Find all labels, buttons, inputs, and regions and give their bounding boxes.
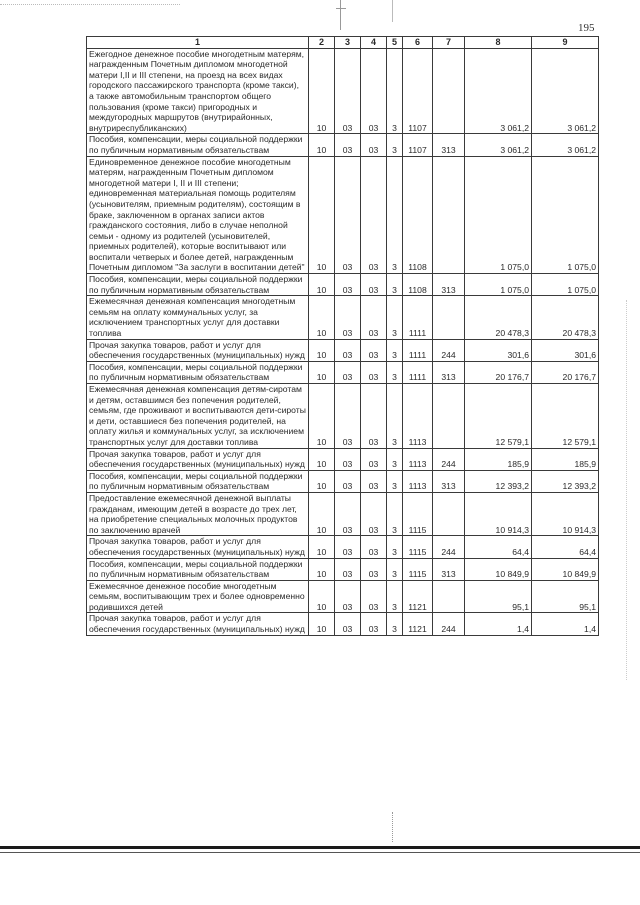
cell-amount-plan: 10 849,9 (465, 558, 532, 580)
cell-expense-type: 313 (433, 361, 465, 383)
cell-subsection: 03 (335, 613, 361, 635)
cell-target-code: 1121 (403, 613, 433, 635)
row-description: Прочая закупка товаров, работ и услуг для обеспечения государственных (муниципальных) нужд (87, 613, 309, 635)
cell-program: 03 (361, 48, 387, 134)
table-row (87, 536, 599, 558)
table-row (87, 156, 599, 274)
column-header: 4 (361, 37, 387, 49)
cell-section: 10 (309, 48, 335, 134)
column-header: 7 (433, 37, 465, 49)
cell-amount-total: 64,4 (532, 536, 599, 558)
cell-amount-plan: 1 075,0 (465, 274, 532, 296)
cell-section: 10 (309, 580, 335, 613)
cell-subprogram: 3 (387, 384, 403, 449)
cell-subsection: 03 (335, 48, 361, 134)
row-description: Ежемесячная денежная компенсация детям-сиротам и детям, оставшимся без попечения родителей, семьям, где проживают и воспитываются дети-сироты и дети, оставшиеся без попечения родителей, на оплату жилья и коммунальных услуг, за исключением транспортных услуг для доставки топлива (87, 384, 309, 449)
column-header: 5 (387, 37, 403, 49)
cell-section: 10 (309, 613, 335, 635)
cell-target-code: 1121 (403, 580, 433, 613)
cell-amount-total: 3 061,2 (532, 134, 599, 156)
table-row (87, 339, 599, 361)
scan-artifact (392, 812, 394, 842)
cell-target-code: 1111 (403, 339, 433, 361)
row-description: Пособия, компенсации, меры социальной поддержки по публичным нормативным обязательствам (87, 361, 309, 383)
column-header: 6 (403, 37, 433, 49)
cell-expense-type: 244 (433, 613, 465, 635)
cell-amount-plan: 3 061,2 (465, 134, 532, 156)
column-header: 9 (532, 37, 599, 49)
cell-program: 03 (361, 156, 387, 274)
cell-program: 03 (361, 470, 387, 492)
table-row (87, 48, 599, 134)
cell-amount-total: 20 478,3 (532, 296, 599, 339)
cell-section: 10 (309, 339, 335, 361)
cell-amount-plan: 1 075,0 (465, 156, 532, 274)
column-header: 2 (309, 37, 335, 49)
cell-section: 10 (309, 134, 335, 156)
cell-target-code: 1108 (403, 156, 433, 274)
cell-program: 03 (361, 536, 387, 558)
cell-amount-total: 10 914,3 (532, 492, 599, 535)
cell-section: 10 (309, 156, 335, 274)
cell-expense-type: 244 (433, 448, 465, 470)
cell-amount-total: 12 393,2 (532, 470, 599, 492)
cell-subprogram: 3 (387, 296, 403, 339)
cell-subprogram: 3 (387, 558, 403, 580)
cell-expense-type (433, 492, 465, 535)
cell-amount-total: 20 176,7 (532, 361, 599, 383)
table-row (87, 613, 599, 635)
cell-amount-plan: 1,4 (465, 613, 532, 635)
scan-artifact (392, 0, 393, 22)
cell-target-code: 1113 (403, 384, 433, 449)
cell-program: 03 (361, 339, 387, 361)
cell-expense-type: 313 (433, 134, 465, 156)
cell-target-code: 1111 (403, 361, 433, 383)
cell-target-code: 1113 (403, 470, 433, 492)
table-row (87, 134, 599, 156)
cell-target-code: 1115 (403, 558, 433, 580)
scan-artifact (340, 0, 341, 30)
cell-program: 03 (361, 492, 387, 535)
cell-subprogram: 3 (387, 156, 403, 274)
cell-subsection: 03 (335, 470, 361, 492)
cell-amount-plan: 301,6 (465, 339, 532, 361)
table-row (87, 384, 599, 449)
cell-expense-type: 313 (433, 274, 465, 296)
row-description: Пособия, компенсации, меры социальной поддержки по публичным нормативным обязательствам (87, 134, 309, 156)
cell-expense-type (433, 580, 465, 613)
cell-program: 03 (361, 613, 387, 635)
cell-subsection: 03 (335, 134, 361, 156)
table-row (87, 558, 599, 580)
cell-subsection: 03 (335, 536, 361, 558)
table-row (87, 361, 599, 383)
cell-amount-total: 95,1 (532, 580, 599, 613)
cell-program: 03 (361, 384, 387, 449)
header-row (87, 37, 599, 49)
cell-subprogram: 3 (387, 134, 403, 156)
row-description: Пособия, компенсации, меры социальной поддержки по публичным нормативным обязательствам (87, 470, 309, 492)
cell-amount-plan: 95,1 (465, 580, 532, 613)
cell-program: 03 (361, 448, 387, 470)
row-description: Ежемесячная денежная компенсация многодетным семьям на оплату коммунальных услуг, за исключением транспортных услуг для доставки топлива (87, 296, 309, 339)
cell-program: 03 (361, 558, 387, 580)
row-description: Единовременное денежное пособие многодетным матерям, награжденным Почетным дипломом многодетной матери I, II и III степени; единовременная материальная помощь родителям (усыновителям, приемным родителям), состоящим в браке, заключенном в органах записи актов гражданского состояния, либо в случае неполной семьи - одному из родителей (усыновителей, приемных родителей), которые воспитывают или воспитали четверых и более детей, награжденным Почетным дипломом "За заслуги в воспитании детей" (87, 156, 309, 274)
cell-amount-total: 12 579,1 (532, 384, 599, 449)
cell-program: 03 (361, 134, 387, 156)
cell-subprogram: 3 (387, 536, 403, 558)
scan-bottom-edge (0, 846, 640, 849)
cell-subsection: 03 (335, 580, 361, 613)
cell-expense-type (433, 48, 465, 134)
cell-section: 10 (309, 361, 335, 383)
row-description: Ежегодное денежное пособие многодетным матерям, награжденным Почетным дипломом многодетной матери I,II и III степени, на проезд на всех видах городского пассажирского транспорта (кроме такси), а также автомобильным транспортом общего пользования (кроме такси) пригородных и междугородных маршрутов (внутрирайонных, внутриреспубликанских) (87, 48, 309, 134)
cell-amount-total: 1 075,0 (532, 156, 599, 274)
cell-program: 03 (361, 274, 387, 296)
cell-subprogram: 3 (387, 48, 403, 134)
cell-section: 10 (309, 296, 335, 339)
cell-target-code: 1107 (403, 134, 433, 156)
cell-subprogram: 3 (387, 361, 403, 383)
cell-amount-total: 3 061,2 (532, 48, 599, 134)
cell-subprogram: 3 (387, 613, 403, 635)
cell-target-code: 1111 (403, 296, 433, 339)
row-description: Предоставление ежемесячной денежной выплаты гражданам, имеющим детей в возрасте до трех лет, на приобретение специальных молочных продуктов по заключению врачей (87, 492, 309, 535)
column-header: 1 (87, 37, 309, 49)
row-description: Пособия, компенсации, меры социальной поддержки по публичным нормативным обязательствам (87, 558, 309, 580)
cell-expense-type: 313 (433, 558, 465, 580)
column-header: 8 (465, 37, 532, 49)
cell-subsection: 03 (335, 361, 361, 383)
cell-amount-plan: 20 478,3 (465, 296, 532, 339)
cell-subsection: 03 (335, 296, 361, 339)
cell-amount-total: 1,4 (532, 613, 599, 635)
cell-amount-total: 301,6 (532, 339, 599, 361)
column-header: 3 (335, 37, 361, 49)
cell-program: 03 (361, 296, 387, 339)
cell-program: 03 (361, 580, 387, 613)
cell-subprogram: 3 (387, 580, 403, 613)
cell-target-code: 1113 (403, 448, 433, 470)
row-description: Ежемесячное денежное пособие многодетным семьям, воспитывающим трех и более одновременно родившихся детей (87, 580, 309, 613)
cell-amount-total: 10 849,9 (532, 558, 599, 580)
cell-amount-plan: 20 176,7 (465, 361, 532, 383)
cell-expense-type: 244 (433, 339, 465, 361)
row-description: Прочая закупка товаров, работ и услуг для обеспечения государственных (муниципальных) нужд (87, 339, 309, 361)
cell-section: 10 (309, 470, 335, 492)
cell-subsection: 03 (335, 448, 361, 470)
cell-subprogram: 3 (387, 448, 403, 470)
cell-subsection: 03 (335, 384, 361, 449)
cell-subprogram: 3 (387, 339, 403, 361)
cell-section: 10 (309, 448, 335, 470)
table-row (87, 296, 599, 339)
cell-section: 10 (309, 492, 335, 535)
cell-target-code: 1115 (403, 536, 433, 558)
cell-subsection: 03 (335, 558, 361, 580)
cell-amount-total: 1 075,0 (532, 274, 599, 296)
cell-amount-plan: 12 393,2 (465, 470, 532, 492)
cell-amount-plan: 3 061,2 (465, 48, 532, 134)
cell-expense-type (433, 384, 465, 449)
scan-artifact (336, 8, 346, 9)
cell-amount-plan: 12 579,1 (465, 384, 532, 449)
cell-section: 10 (309, 536, 335, 558)
cell-target-code: 1108 (403, 274, 433, 296)
cell-expense-type: 244 (433, 536, 465, 558)
cell-subsection: 03 (335, 156, 361, 274)
table-row (87, 580, 599, 613)
cell-target-code: 1115 (403, 492, 433, 535)
cell-subprogram: 3 (387, 492, 403, 535)
cell-amount-plan: 10 914,3 (465, 492, 532, 535)
scan-artifact (626, 300, 628, 680)
cell-amount-plan: 185,9 (465, 448, 532, 470)
row-description: Прочая закупка товаров, работ и услуг для обеспечения государственных (муниципальных) нужд (87, 536, 309, 558)
table-row (87, 274, 599, 296)
cell-amount-total: 185,9 (532, 448, 599, 470)
page-number: 195 (578, 22, 595, 34)
cell-target-code: 1107 (403, 48, 433, 134)
cell-subsection: 03 (335, 492, 361, 535)
scan-artifact (0, 4, 180, 5)
cell-expense-type: 313 (433, 470, 465, 492)
cell-section: 10 (309, 384, 335, 449)
cell-expense-type (433, 156, 465, 274)
cell-program: 03 (361, 361, 387, 383)
cell-expense-type (433, 296, 465, 339)
cell-subprogram: 3 (387, 274, 403, 296)
cell-subsection: 03 (335, 274, 361, 296)
cell-section: 10 (309, 274, 335, 296)
cell-section: 10 (309, 558, 335, 580)
cell-amount-plan: 64,4 (465, 536, 532, 558)
table-row (87, 492, 599, 535)
table-row (87, 448, 599, 470)
scan-bottom-edge (0, 852, 640, 853)
table-row (87, 470, 599, 492)
row-description: Прочая закупка товаров, работ и услуг для обеспечения государственных (муниципальных) нужд (87, 448, 309, 470)
budget-table (86, 36, 599, 636)
cell-subsection: 03 (335, 339, 361, 361)
row-description: Пособия, компенсации, меры социальной поддержки по публичным нормативным обязательствам (87, 274, 309, 296)
cell-subprogram: 3 (387, 470, 403, 492)
